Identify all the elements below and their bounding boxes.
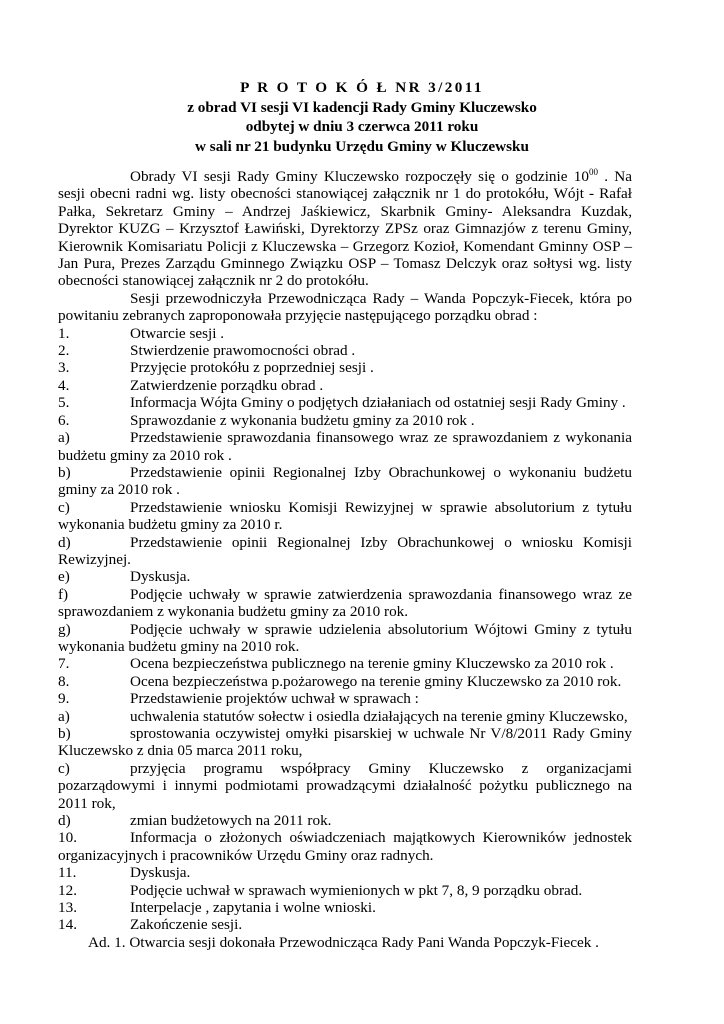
- agenda-item-text: sprostowania oczywistej omyłki pisarskiej w uchwale Nr V/8/2011 Rady Gminy Kluczewsko z dnia 05 marca 2011 roku,: [58, 725, 632, 760]
- agenda-item: [58, 429, 632, 464]
- agenda-item-number: d): [58, 533, 71, 551]
- protocol-subtitle-session: z obrad VI sesji VI kadencji Rady Gminy Kluczewsko: [187, 98, 537, 116]
- agenda-item: [58, 342, 632, 359]
- agenda-item: [58, 394, 632, 411]
- agenda-item-number: b): [58, 725, 71, 742]
- agenda-item-text: Podjęcie uchwały w sprawie udzielenia absolutorium Wójtowi Gminy z tytułu wykonania budżetu gminy na 2010 rok.: [58, 620, 632, 655]
- agenda-item: [58, 725, 632, 760]
- agenda-item-number: e): [58, 568, 70, 586]
- agenda-item-text: Informacja Wójta Gminy o podjętych działaniach od ostatniej sesji Rady Gminy .: [130, 394, 626, 412]
- agenda-item-text: zmian budżetowych na 2011 rok.: [130, 812, 332, 830]
- agenda-item: [58, 325, 632, 342]
- agenda-item: [58, 916, 632, 933]
- agenda-item: [58, 673, 632, 690]
- agenda-item-text: Podjęcie uchwał w sprawach wymienionych w pkt 7, 8, 9 porządku obrad.: [130, 881, 583, 899]
- agenda-item-text: uchwalenia statutów sołectw i osiedla działających na terenie gminy Kluczewsko,: [130, 707, 628, 725]
- ad1-paragraph: Ad. 1. Otwarcia sesji dokonała Przewodnicząca Rady Pani Wanda Popczyk-Fiecek .: [88, 933, 599, 951]
- agenda-item: [58, 760, 632, 812]
- agenda-item: [58, 864, 632, 881]
- agenda-item: [58, 534, 632, 569]
- agenda-item-text: Przedstawienie sprawozdania finansowego wraz ze sprawozdaniem z wykonania budżetu gminy za 2010 rok .: [58, 429, 632, 464]
- agenda-item-number: 12.: [58, 881, 77, 899]
- agenda-item-number: d): [58, 812, 71, 830]
- agenda-item-text: przyjęcia programu współpracy Gminy Kluczewsko z organizacjami pozarządowymi i innymi podmiotami prowadzącymi działalność pożytku publicznego na 2011 rok,: [58, 759, 632, 812]
- agenda-item: [58, 899, 632, 916]
- agenda-item: [58, 829, 632, 864]
- agenda-item-text: Ocena bezpieczeństwa p.pożarowego na terenie gminy Kluczewsko za 2010 rok.: [130, 672, 622, 690]
- agenda-item: [58, 882, 632, 899]
- agenda-item-text: Stwierdzenie prawomocności obrad .: [130, 342, 356, 360]
- protocol-header: [0, 78, 724, 156]
- agenda-item: [58, 621, 632, 656]
- agenda-item-text: Interpelacje , zapytania i wolne wnioski.: [130, 899, 376, 917]
- agenda-item-text: Sprawozdanie z wykonania budżetu gminy za 2010 rok .: [130, 411, 475, 429]
- agenda-item-number: f): [58, 585, 69, 603]
- agenda-item-text: Przedstawienie opinii Regionalnej Izby Obrachunkowej o wniosku Komisji Rewizyjnej.: [58, 533, 632, 568]
- agenda-item: [58, 690, 632, 707]
- intro-text-rest: . Na sesji obecni radni wg. listy obecności stanowiącej załącznik nr 1 do protokółu, Wójt - Rafał Pałka, Sekretarz Gminy – Andrzej Jaśkiewicz, Skarbnik Gminy- Aleksandra Kuzdak, Dyrektor KUZG – Krzysztof Ławiński, Dyrektorzy ZPSz oraz Gimnazjów z terenu Gminy, Kierownik Komisariatu Policji z Kluczewska – Grzegorz Kozioł, Komendant Gminny OSP – Jan Pura, Prezes Zarządu Gminnego Związku OSP – Tomasz Delczyk oraz sołtysi wg. listy obecności stanowiącej załącznik nr 2 do protokółu.: [58, 168, 632, 290]
- agenda-item: [58, 568, 632, 585]
- agenda-item-text: Zakończenie sesji.: [130, 916, 243, 934]
- agenda-item-number: 9.: [58, 690, 70, 708]
- agenda-item-text: Podjęcie uchwały w sprawie zatwierdzenia sprawozdania finansowego wraz ze sprawozdaniem z wykonania budżetu gminy za 2010 rok.: [58, 585, 632, 621]
- agenda-item: [58, 708, 632, 725]
- agenda-item-text: Przedstawienie wniosku Komisji Rewizyjnej w sprawie absolutorium z tytułu wykonania budżetu gminy za 2010 r.: [58, 498, 632, 534]
- protocol-body: [58, 168, 632, 951]
- agenda-item-number: 5.: [58, 394, 70, 412]
- agenda-item-text: Przedstawienie opinii Regionalnej Izby Obrachunkowej o wykonaniu budżetu gminy za 2010 rok .: [58, 463, 632, 499]
- agenda-item: [58, 499, 632, 534]
- protocol-subtitle-location: w sali nr 21 budynku Urzędu Gminy w Kluczewsku: [195, 137, 529, 155]
- agenda-item-text: Dyskusja.: [130, 568, 191, 586]
- agenda-item-number: c): [58, 498, 70, 516]
- agenda-item-text: Otwarcie sesji .: [130, 324, 225, 342]
- agenda-item-text: Przyjęcie protokółu z poprzedniej sesji .: [130, 359, 374, 377]
- agenda-item: [58, 377, 632, 394]
- agenda-item-text: Dyskusja.: [130, 864, 191, 882]
- agenda-item-number: g): [58, 620, 71, 638]
- agenda-item: [58, 655, 632, 672]
- agenda-item: [58, 412, 632, 429]
- agenda-item: [58, 812, 632, 829]
- agenda-item-number: 13.: [58, 899, 77, 917]
- agenda-item-text: Przedstawienie projektów uchwał w sprawach :: [130, 690, 419, 708]
- agenda-item-number: 6.: [58, 411, 70, 429]
- protocol-title: P R O T O K Ó Ł NR 3/2011: [240, 79, 484, 96]
- agenda-item-text: Informacja o złożonych oświadczeniach majątkowych Kierowników jednostek organizacyjnych i pracowników Urzędu Gminy oraz radnych.: [58, 829, 632, 864]
- agenda-item-text: Zatwierdzenie porządku obrad .: [130, 376, 324, 394]
- protocol-subtitle-date: odbytej w dniu 3 czerwca 2011 roku: [245, 118, 479, 135]
- agenda-item: [58, 359, 632, 376]
- agenda-item-number: 10.: [58, 829, 77, 847]
- agenda-item-text: Ocena bezpieczeństwa publicznego na terenie gminy Kluczewsko za 2010 rok .: [130, 655, 614, 673]
- intro-text-start: Obrady VI sesji Rady Gminy Kluczewsko rozpoczęły się o godzinie 10: [130, 168, 589, 185]
- agenda-item-number: 4.: [58, 376, 70, 394]
- intro-paragraph: [58, 168, 632, 290]
- agenda-item: [58, 586, 632, 621]
- agenda-item-number: 7.: [58, 655, 70, 673]
- agenda-item-number: 14.: [58, 916, 77, 934]
- agenda-item-number: 11.: [58, 864, 77, 882]
- agenda-item-number: c): [58, 759, 70, 777]
- agenda-item-number: b): [58, 463, 71, 481]
- agenda-item-number: a): [58, 707, 70, 725]
- chair-paragraph: Sesji przewodniczyła Przewodnicząca Rady – Wanda Popczyk-Fiecek, która po powitaniu zebranych zaproponowała przyjęcie następującego porządku obrad :: [58, 289, 632, 325]
- agenda-item-number: 1.: [58, 324, 70, 342]
- agenda-item-number: 3.: [58, 359, 70, 377]
- agenda-item-number: 8.: [58, 672, 70, 690]
- agenda-item: [58, 464, 632, 499]
- intro-time-minutes: 00: [588, 166, 598, 177]
- agenda-item-number: 2.: [58, 342, 70, 360]
- agenda-list: [58, 325, 632, 934]
- agenda-item-number: a): [58, 429, 70, 447]
